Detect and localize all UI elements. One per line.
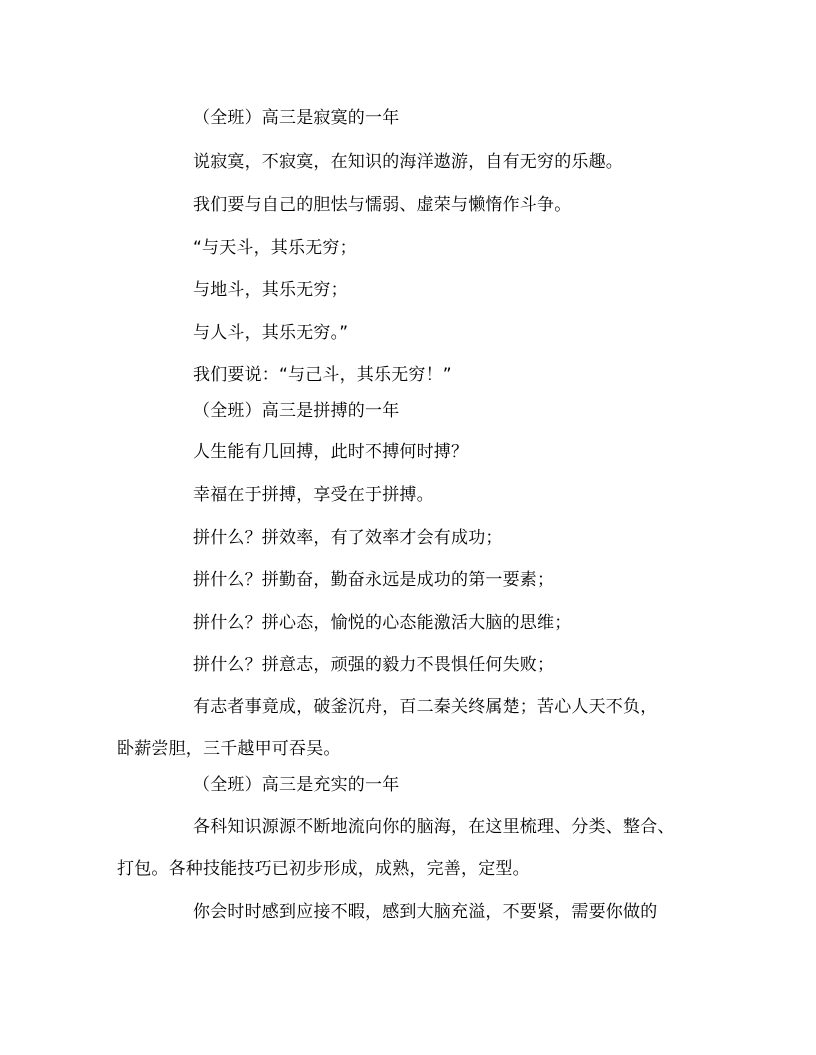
- paragraph-line: 拼什么？拼意志，顽强的毅力不畏惧任何失败；: [193, 655, 555, 675]
- section-heading-lonely: （全班）高三是寂寞的一年: [193, 108, 400, 128]
- paragraph-line: 与地斗，其乐无穷；: [193, 280, 348, 300]
- paragraph-line: 卧薪尝胆，三千越甲可吞吴。: [117, 739, 341, 759]
- paragraph-line: 说寂寞，不寂寞，在知识的海洋遨游，自有无穷的乐趣。: [193, 152, 623, 172]
- paragraph-line: 与人斗，其乐无穷。”: [193, 323, 349, 343]
- paragraph-line: 我们要说：“与己斗，其乐无穷！”: [193, 365, 452, 385]
- paragraph-line: “与天斗，其乐无穷；: [193, 238, 357, 258]
- paragraph-line: 各科知识源源不断地流向你的脑海，在这里梳理、分类、整合、: [193, 817, 675, 837]
- section-heading-strive: （全班）高三是拼搏的一年: [193, 401, 400, 421]
- paragraph-line: 幸福在于拼搏，享受在于拼搏。: [193, 485, 434, 505]
- paragraph-line: 我们要与自己的胆怯与懦弱、虚荣与懒惰作斗争。: [193, 195, 572, 215]
- paragraph-line: 人生能有几回搏，此时不搏何时搏？: [193, 442, 469, 462]
- paragraph-line: 有志者事竟成，破釜沉舟，百二秦关终属楚；苦心人天不负，: [193, 697, 658, 717]
- paragraph-line: 拼什么？拼心态，愉悦的心态能激活大脑的思维；: [193, 613, 572, 633]
- section-heading-fulfilling: （全班）高三是充实的一年: [193, 775, 400, 795]
- paragraph-line: 拼什么？拼勤奋，勤奋永远是成功的第一要素；: [193, 570, 555, 590]
- paragraph-line: 你会时时感到应接不暇，感到大脑充溢，不要紧，需要你做的: [193, 902, 658, 922]
- paragraph-line: 打包。各种技能技巧已初步形成，成熟，完善，定型。: [117, 859, 530, 879]
- paragraph-line: 拼什么？拼效率，有了效率才会有成功；: [193, 528, 503, 548]
